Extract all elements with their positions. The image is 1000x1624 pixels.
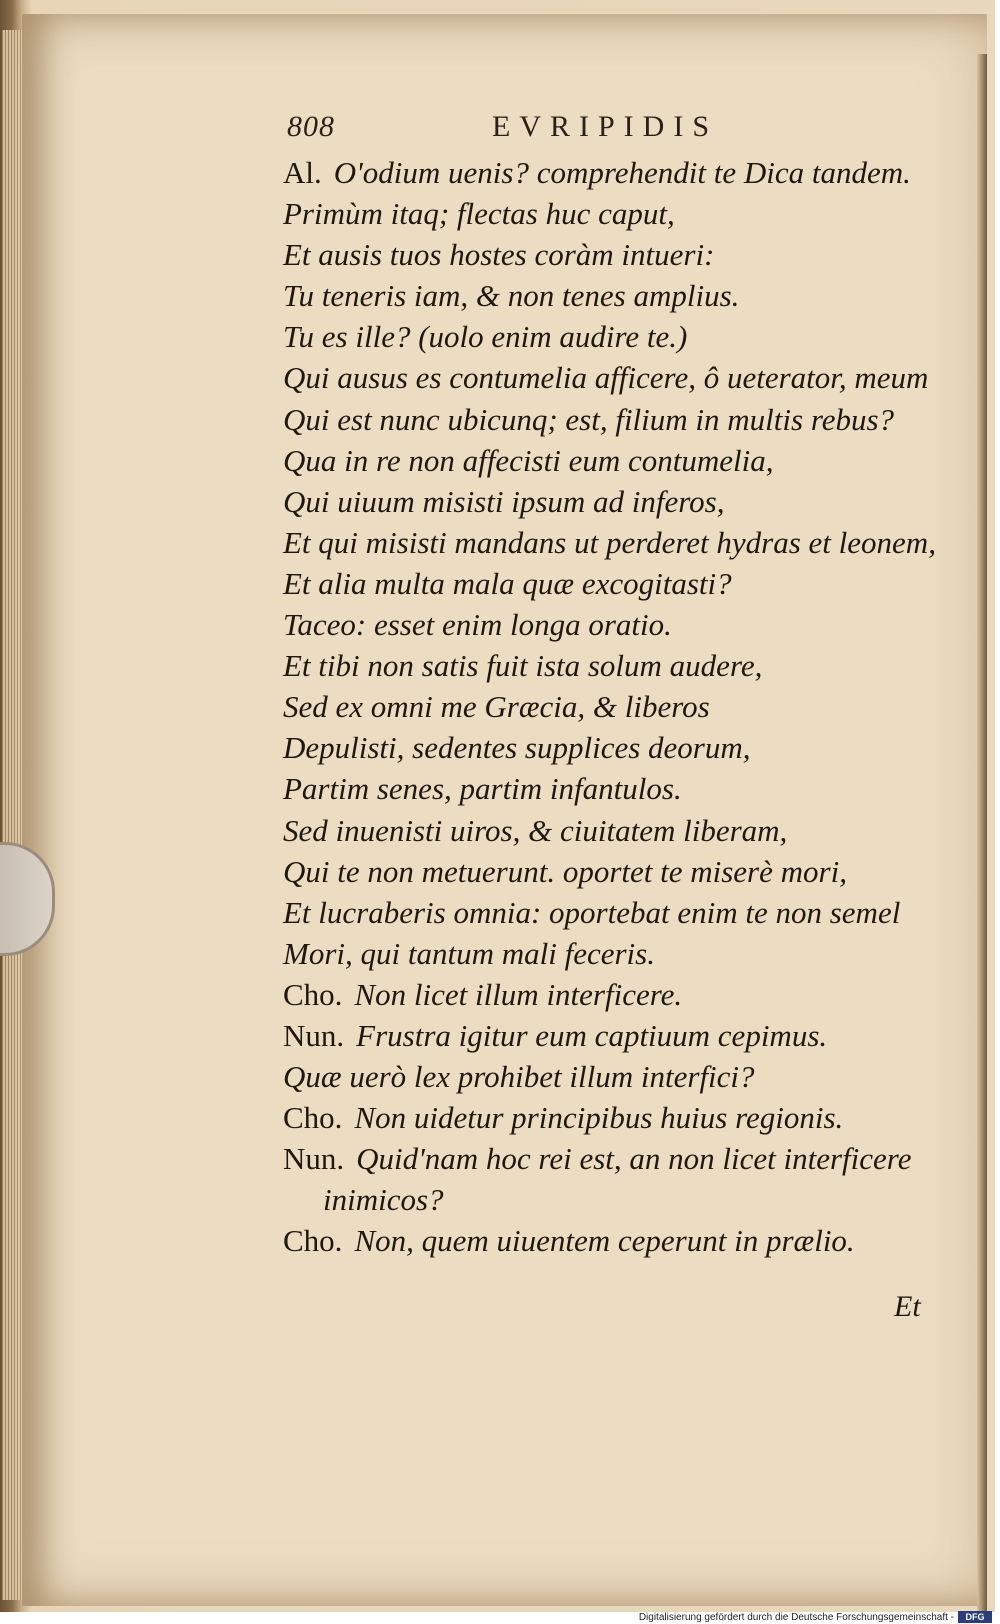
line-text: Et ausis tuos hostes coràm intueri: bbox=[283, 237, 715, 273]
line-text: Et alia multa mala quæ excogitasti? bbox=[283, 565, 732, 601]
line-text: Taceo: esset enim longa oratio. bbox=[283, 607, 672, 643]
line-text: Mori, qui tantum mali feceris. bbox=[283, 935, 655, 971]
text-line bbox=[283, 440, 963, 481]
text-line bbox=[283, 316, 963, 357]
line-text: Qui te non metuerunt. oportet te miserè mori, bbox=[283, 853, 847, 889]
text-line bbox=[283, 768, 963, 809]
line-text: Partim senes, partim infantulos. bbox=[283, 771, 682, 807]
digitization-credit: Digitalisierung gefördert durch die Deutsche Forschungsgemeinschaft - bbox=[638, 1612, 954, 1623]
line-text: Quid'nam hoc rei est, an non licet interficere bbox=[356, 1141, 912, 1177]
verse-text-block bbox=[283, 152, 963, 1262]
speaker-label: Cho. bbox=[283, 1223, 343, 1259]
text-line bbox=[283, 851, 963, 892]
text-line bbox=[283, 645, 963, 686]
speaker-label: Nun. bbox=[283, 1017, 345, 1053]
line-text: Et lucraberis omnia: oportebat enim te non semel bbox=[283, 894, 901, 930]
line-text: Quæ uerò lex prohibet illum interfici? bbox=[283, 1059, 755, 1095]
page-header bbox=[287, 110, 787, 150]
line-text: Primùm itaq; flectas huc caput, bbox=[283, 196, 675, 232]
line-text: Non uidetur principibus huius regionis. bbox=[354, 1100, 844, 1136]
text-line bbox=[283, 1097, 963, 1138]
text-line bbox=[283, 1138, 963, 1179]
text-line bbox=[283, 357, 963, 398]
line-text: Qui ausus es contumelia afficere, ô ueterator, meum bbox=[283, 360, 929, 396]
speaker-label: Nun. bbox=[283, 1141, 345, 1177]
text-line bbox=[283, 481, 963, 522]
line-text: Tu es ille? (uolo enim audire te.) bbox=[283, 319, 688, 355]
text-line bbox=[283, 193, 963, 234]
text-line bbox=[283, 604, 963, 645]
text-line bbox=[283, 1179, 963, 1220]
line-text: Qua in re non affecisti eum contumelia, bbox=[283, 442, 774, 478]
line-text: Et tibi non satis fuit ista solum audere, bbox=[283, 648, 763, 684]
text-line bbox=[283, 974, 963, 1015]
text-line bbox=[283, 1056, 963, 1097]
line-text: Non, quem uiuentem ceperunt in prælio. bbox=[354, 1223, 855, 1259]
catchword: Et bbox=[894, 1290, 921, 1323]
line-text: Qui uiuum misisti ipsum ad inferos, bbox=[283, 483, 725, 519]
text-line bbox=[283, 686, 963, 727]
line-text: inimicos? bbox=[323, 1182, 444, 1218]
line-text: Frustra igitur eum captiuum cepimus. bbox=[356, 1017, 828, 1053]
text-line bbox=[283, 1015, 963, 1056]
text-line bbox=[283, 522, 963, 563]
line-text: Sed ex omni me Græcia, & liberos bbox=[283, 689, 710, 725]
text-line bbox=[283, 810, 963, 851]
text-line bbox=[283, 892, 963, 933]
page-stack-edges bbox=[2, 30, 24, 1600]
text-line bbox=[283, 727, 963, 768]
speaker-label: Cho. bbox=[283, 976, 343, 1012]
text-line bbox=[283, 152, 963, 193]
text-line bbox=[283, 1220, 963, 1261]
speaker-label: Al. bbox=[283, 155, 322, 190]
text-line bbox=[283, 234, 963, 275]
page-right-edge bbox=[977, 54, 987, 1614]
dfg-logo: DFG bbox=[958, 1611, 992, 1623]
line-text: Tu teneris iam, & non tenes amplius. bbox=[283, 278, 740, 314]
line-text: Depulisti, sedentes supplices deorum, bbox=[283, 730, 751, 766]
line-text: Et qui misisti mandans ut perderet hydras et leonem, bbox=[283, 524, 936, 560]
line-text: Sed inuenisti uiros, & ciuitatem liberam, bbox=[283, 812, 788, 848]
text-line bbox=[283, 563, 963, 604]
speaker-label: Cho. bbox=[283, 1100, 343, 1136]
line-text: Non licet illum interficere. bbox=[354, 976, 683, 1012]
text-line bbox=[283, 399, 963, 440]
text-line bbox=[283, 275, 963, 316]
line-text: O'odium uenis? comprehendit te Dica tandem. bbox=[333, 155, 911, 190]
page-number: 808 bbox=[287, 110, 335, 143]
running-title: EVRIPIDIS bbox=[492, 110, 719, 143]
line-text: Qui est nunc ubicunq; est, filium in multis rebus? bbox=[283, 401, 895, 437]
text-line bbox=[283, 933, 963, 974]
